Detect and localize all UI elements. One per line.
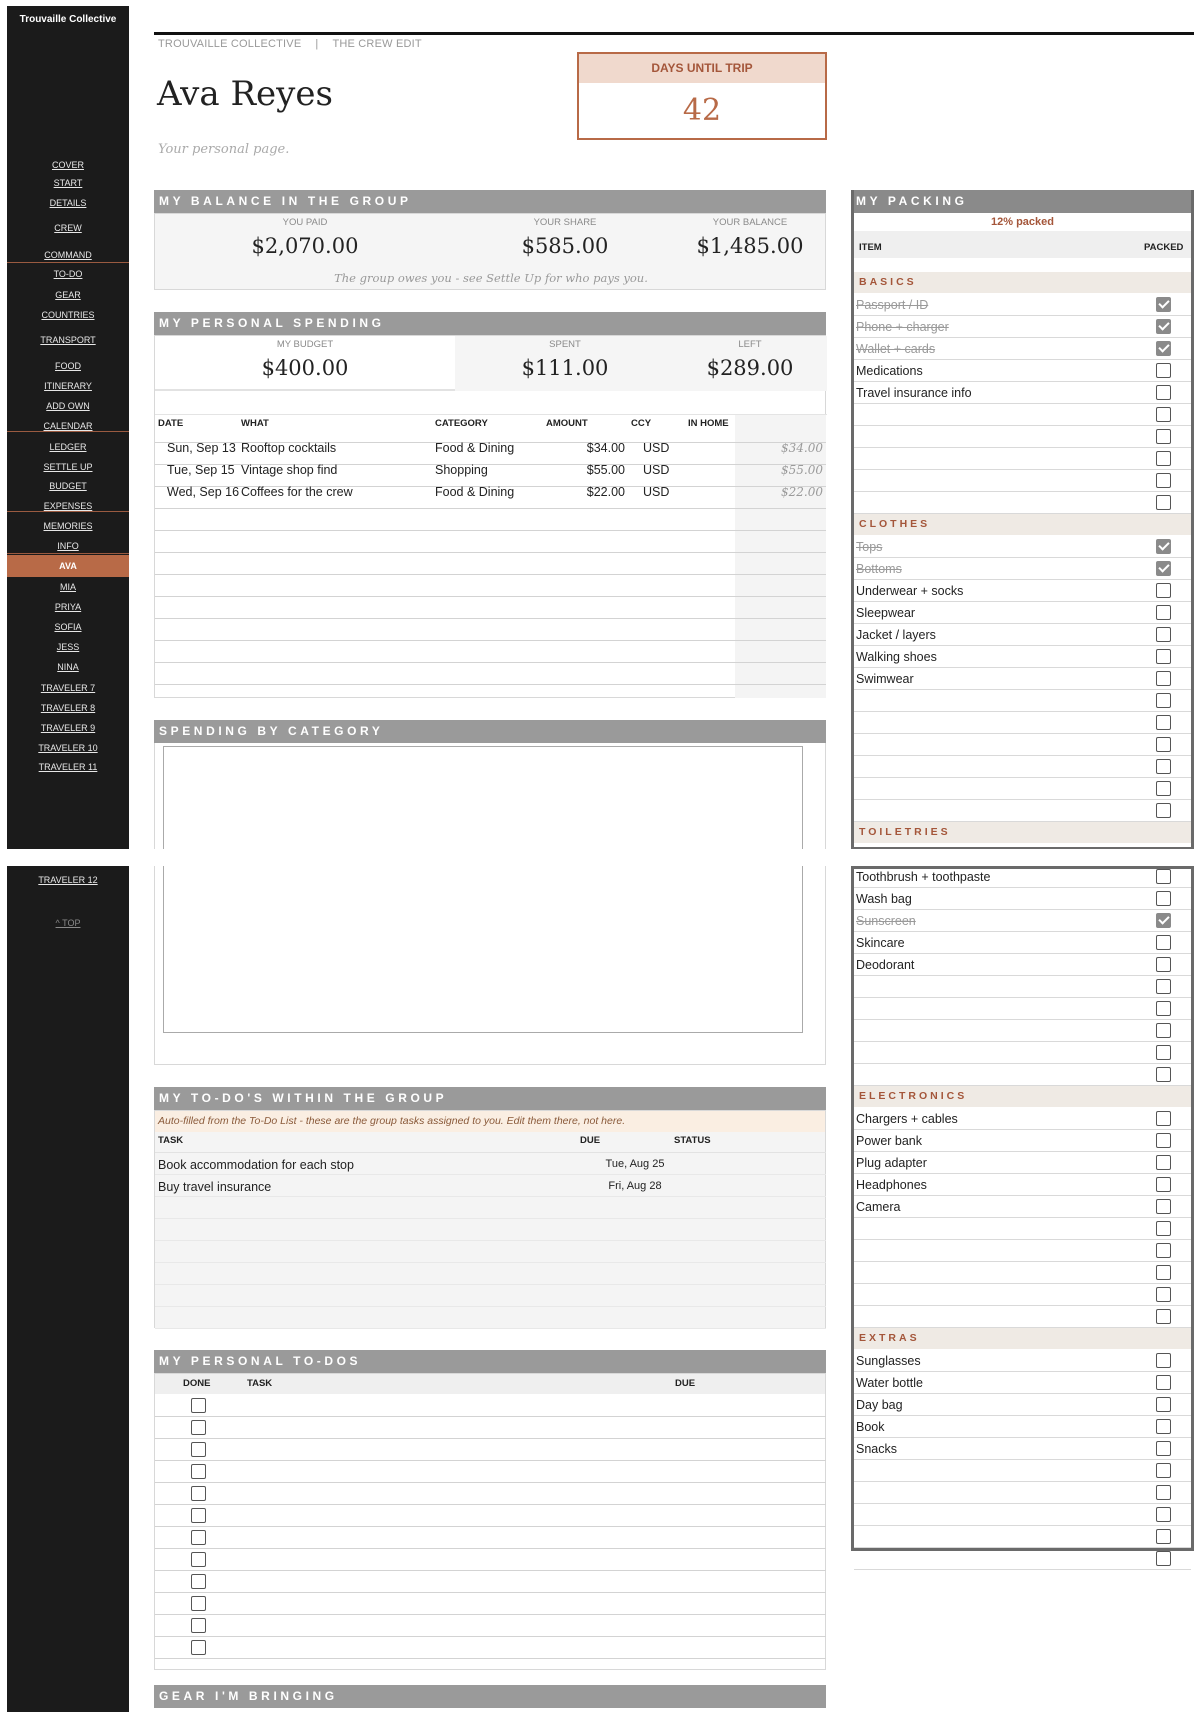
packing-item-label: Headphones [856,1178,927,1192]
sidebar-item-cover[interactable]: COVER [51,160,84,170]
table-row-divider [155,1152,826,1153]
packing-row-divider [854,1195,1191,1196]
col-packed: PACKED [1144,242,1184,253]
packed-checkbox[interactable] [1156,605,1171,620]
packed-checkbox[interactable] [1156,693,1171,708]
category-chart-frame [163,746,803,1033]
sidebar-group-divider [7,431,129,432]
breadcrumb-edition: THE CREW EDIT [332,38,422,50]
breadcrumb [158,38,422,50]
packing-row-divider [854,645,1191,646]
done-checkbox[interactable] [191,1464,206,1479]
packing-item-label: Deodorant [856,958,915,972]
packing-item-label: Snacks [856,1442,897,1456]
packing-item-label: Chargers + cables [856,1112,958,1126]
table-row-divider [155,1504,826,1505]
balance-section-header: MY BALANCE IN THE GROUP [154,190,826,213]
table-row-divider [155,1614,826,1615]
packed-checkbox[interactable] [1156,1441,1171,1456]
sidebar-item-crew[interactable]: CREW [54,223,82,233]
sidebar-item-settle-up[interactable]: SETTLE UP [43,462,93,472]
packed-checkbox[interactable] [1156,869,1171,884]
packing-item-label: Power bank [856,1134,923,1148]
personal-todos-section-header: MY PERSONAL TO-DOS [154,1350,826,1373]
packing-section-header: MY PACKING [851,190,1194,213]
todo-due: Fri, Aug 28 [608,1180,662,1192]
done-checkbox[interactable] [191,1420,206,1435]
sidebar-item-ava[interactable]: AVA [7,555,129,577]
packing-row-divider [854,1151,1191,1152]
packed-checkbox[interactable] [1156,781,1171,796]
table-row-divider [155,1240,826,1241]
expense-what: Coffees for the crew [241,485,353,499]
table-row-divider [155,1592,826,1593]
packing-row-divider [854,1239,1191,1240]
packed-checkbox[interactable] [1156,1023,1171,1038]
packed-checkbox[interactable] [1156,539,1171,554]
packing-item-label: Jacket / layers [856,628,936,642]
packing-item-label: Toothbrush + toothpaste [856,870,991,884]
table-row-divider [155,1526,826,1527]
sidebar-item-traveler-10[interactable]: TRAVELER 10 [38,743,98,753]
table-row-divider [155,1636,826,1637]
packing-item-label: Water bottle [856,1376,923,1390]
table-row-divider [155,1570,826,1571]
sidebar-item-priya[interactable]: PRIYA [54,602,82,612]
col-status: STATUS [674,1135,711,1146]
packed-checkbox[interactable] [1156,1397,1171,1412]
todo-task: Buy travel insurance [158,1180,272,1194]
packed-checkbox[interactable] [1156,1001,1171,1016]
days-until-trip-label: DAYS UNTIL TRIP [579,54,825,83]
packing-item-label: Travel insurance info [856,386,972,400]
done-checkbox[interactable] [191,1398,206,1413]
sidebar-group-divider [7,553,129,554]
packed-checkbox[interactable] [1156,583,1171,598]
header-rule [154,32,1194,35]
sidebar-item-nina[interactable]: NINA [57,662,79,672]
packed-checkbox[interactable] [1156,627,1171,642]
packing-row-divider [854,579,1191,580]
sidebar-item-back-to-top[interactable]: ^ TOP [55,918,81,928]
expense-date: Tue, Sep 15 [167,463,235,477]
packing-row-divider [854,755,1191,756]
sidebar-item-traveler-11[interactable]: TRAVELER 11 [38,762,98,772]
your-share-value: $585.00 [521,234,609,258]
packing-item-label: Phone + charger [856,320,949,334]
sidebar-group-divider [7,262,129,263]
packing-row-divider [854,623,1191,624]
packed-checkbox[interactable] [1156,1463,1171,1478]
packing-category-extras: EXTRAS [854,1328,1191,1349]
table-row-divider [155,596,826,597]
todo-task: Book accommodation for each stop [158,1158,354,1172]
packing-item-label: Day bag [856,1398,903,1412]
sidebar-item-command[interactable]: COMMAND [44,250,92,260]
sidebar-continued [7,866,129,1712]
packing-row-divider [854,403,1191,404]
packed-checkbox[interactable] [1156,1155,1171,1170]
sidebar-item-expenses[interactable]: EXPENSES [43,501,93,511]
col-task: TASK [158,1135,184,1146]
packed-checkbox[interactable] [1156,429,1171,444]
packed-checkbox[interactable] [1156,363,1171,378]
table-row-divider [155,574,826,575]
sidebar-item-traveler-12[interactable]: TRAVELER 12 [38,875,98,885]
packed-checkbox[interactable] [1156,1199,1171,1214]
packing-category-clothes: CLOTHES [854,514,1191,535]
packing-row-divider [854,601,1191,602]
spent-value: $111.00 [521,356,609,380]
packed-checkbox[interactable] [1156,715,1171,730]
table-row-divider [155,1658,826,1659]
sidebar-item-gear[interactable]: GEAR [55,290,81,300]
packed-checkbox[interactable] [1156,1485,1171,1500]
table-row-divider [155,1196,826,1197]
table-row-divider [155,1328,826,1329]
breadcrumb-separator: | [315,38,319,50]
personal-todos-panel [154,1373,826,1670]
table-row-divider [155,662,826,663]
packing-item-label: Bottoms [856,562,902,576]
expense-amount: $22.00 [586,485,625,499]
spent-label: SPENT [549,339,581,350]
packed-checkbox[interactable] [1156,803,1171,818]
sidebar-item-food[interactable]: FOOD [55,361,81,371]
packing-row-divider [854,1129,1191,1130]
packed-checkbox[interactable] [1156,1309,1171,1324]
table-row-divider [155,1548,826,1549]
sidebar-item-sofia[interactable]: SOFIA [54,622,82,632]
col-due: DUE [675,1378,696,1389]
packed-checkbox[interactable] [1156,1529,1171,1544]
packing-item-label: Walking shoes [856,650,937,664]
sidebar-item-transport[interactable]: TRANSPORT [40,335,96,345]
packing-item-label: Skincare [856,936,905,950]
done-checkbox[interactable] [191,1552,206,1567]
left-label: LEFT [738,339,762,350]
table-row-divider [155,640,826,641]
packed-checkbox[interactable] [1156,1353,1171,1368]
col-category: CATEGORY [435,418,488,429]
group-todos-note: Auto-filled from the To-Do List - these are the group tasks assigned to you. Edit them there, not here. [155,1111,825,1132]
packed-checkbox[interactable] [1156,1243,1171,1258]
packed-checkbox[interactable] [1156,649,1171,664]
sidebar-item-countries[interactable]: COUNTRIES [41,310,95,320]
table-row-divider [155,1416,826,1417]
packing-row-divider [854,1041,1191,1042]
your-balance-value: $1,485.00 [696,234,804,258]
packing-row-divider [854,1063,1191,1064]
packing-row-divider [854,953,1191,954]
packing-row-divider [854,1459,1191,1460]
table-row-divider [155,508,826,509]
packing-item-label: Swimwear [856,672,914,686]
packing-row-divider [854,733,1191,734]
packed-checkbox[interactable] [1156,671,1171,686]
header-divider [155,414,827,415]
packing-row-divider [854,359,1191,360]
you-paid-value: $2,070.00 [251,234,359,258]
packing-row-divider [854,1437,1191,1438]
done-checkbox[interactable] [191,1508,206,1523]
packed-checkbox[interactable] [1156,473,1171,488]
packing-item-label: Sleepwear [856,606,916,620]
packed-checkbox[interactable] [1156,1419,1171,1434]
packed-checkbox[interactable] [1156,1045,1171,1060]
table-row-divider [155,684,826,685]
expense-category: Food & Dining [435,485,515,499]
page-subtitle: Your personal page. [158,142,290,157]
packing-row-divider [854,469,1191,470]
expense-date: Sun, Sep 13 [167,441,236,455]
packing-row-divider [854,491,1191,492]
sidebar-item-jess[interactable]: JESS [56,642,80,652]
packed-checkbox[interactable] [1156,935,1171,950]
sidebar-item-to-do[interactable]: TO-DO [53,269,83,279]
packing-row-divider [854,997,1191,998]
done-checkbox[interactable] [191,1486,206,1501]
col-item: ITEM [859,242,882,253]
sidebar-item-add-own[interactable]: ADD OWN [46,401,90,411]
packing-item-label: Wallet + cards [856,342,936,356]
col-in-home: IN HOME [688,418,729,429]
packing-row-divider [854,1393,1191,1394]
packing-row-divider [854,1525,1191,1526]
packed-checkbox[interactable] [1156,1265,1171,1280]
expense-in-home: $55.00 [781,463,823,477]
packed-checkbox[interactable] [1156,1221,1171,1236]
sidebar-item-traveler-7[interactable]: TRAVELER 7 [40,683,96,693]
packed-checkbox[interactable] [1156,1133,1171,1148]
packed-checkbox[interactable] [1156,1111,1171,1126]
table-row-divider [155,1218,826,1219]
packing-row-divider [854,447,1191,448]
balance-note: The group owes you - see Settle Up for who pays you. [334,271,648,285]
table-row-divider [155,1438,826,1439]
col-task: TASK [247,1378,273,1389]
spending-section-header: MY PERSONAL SPENDING [154,312,826,335]
group-todos-section-header: MY TO-DO'S WITHIN THE GROUP [154,1087,826,1110]
table-row-divider [155,552,826,553]
expense-amount: $55.00 [586,463,625,477]
packing-row-divider [854,777,1191,778]
packing-row-divider [854,931,1191,932]
sidebar-item-budget[interactable]: BUDGET [49,481,87,491]
breadcrumb-brand: TROUVAILLE COLLECTIVE [158,38,302,50]
packing-item-label: Sunscreen [856,914,916,928]
todo-due: Tue, Aug 25 [605,1158,665,1170]
packing-item-label: Passport / ID [856,298,929,312]
in-home-column-shade [735,414,826,698]
sidebar-item-start[interactable]: START [53,178,83,188]
sidebar-group-divider [7,511,129,512]
packing-item-label: Tops [856,540,883,554]
packing-row-divider [854,1283,1191,1284]
packed-checkbox[interactable] [1156,407,1171,422]
sidebar-item-ledger[interactable]: LEDGER [49,442,87,452]
expense-in-home: $22.00 [781,485,823,499]
packing-category-basics: BASICS [854,272,1191,293]
table-row-divider [155,1284,826,1285]
packing-row-divider [854,689,1191,690]
col-ccy: CCY [631,418,652,429]
left-value: $289.00 [706,356,794,380]
your-share-label: YOUR SHARE [533,217,597,228]
page-break [0,849,1200,866]
packing-row-divider [854,799,1191,800]
packing-row-divider [854,1415,1191,1416]
packed-checkbox[interactable] [1156,1287,1171,1302]
table-row-divider [155,1306,826,1307]
packing-row-divider [854,1261,1191,1262]
done-checkbox[interactable] [191,1596,206,1611]
expense-amount: $34.00 [586,441,625,455]
sidebar-item-mia[interactable]: MIA [59,582,76,592]
packing-row-divider [854,1019,1191,1020]
packing-item-label: Sunglasses [856,1354,921,1368]
expense-category: Shopping [435,463,488,477]
packed-checkbox[interactable] [1156,1507,1171,1522]
packed-checkbox[interactable] [1156,737,1171,752]
packed-checkbox[interactable] [1156,1067,1171,1082]
packing-item-label: Wash bag [856,892,912,906]
packing-item-label: Camera [856,1200,901,1214]
days-until-trip-card [577,52,827,140]
expense-category: Food & Dining [435,441,515,455]
expense-what: Vintage shop find [241,463,338,477]
packed-checkbox[interactable] [1156,979,1171,994]
balance-panel [154,213,826,290]
spending-panel [154,335,826,698]
packed-checkbox[interactable] [1156,561,1171,576]
your-balance-label: YOUR BALANCE [712,217,788,228]
my-budget-value: $400.00 [261,356,349,380]
packing-row-divider [854,909,1191,910]
packing-item-label: Underwear + socks [856,584,964,598]
sidebar-item-details[interactable]: DETAILS [49,198,87,208]
packing-row-divider [854,381,1191,382]
packing-header-row [854,231,1191,258]
expense-date: Wed, Sep 16 [167,485,240,499]
packing-row-divider [854,1173,1191,1174]
expense-in-home: $34.00 [781,441,823,455]
category-panel [154,743,826,1065]
my-budget-label: MY BUDGET [276,339,334,350]
sidebar-item-itinerary[interactable]: ITINERARY [44,381,92,391]
packed-checkbox[interactable] [1156,759,1171,774]
packing-row-divider [854,337,1191,338]
col-amount: AMOUNT [546,418,588,429]
packing-row-divider [854,1371,1191,1372]
expense-what: Rooftop cocktails [241,441,337,455]
done-checkbox[interactable] [191,1640,206,1655]
packing-category-toiletries: TOILETRIES [854,822,1191,843]
packed-checkbox[interactable] [1156,1177,1171,1192]
packed-checkbox[interactable] [1156,319,1171,334]
packed-checkbox[interactable] [1156,341,1171,356]
packing-item-label: Book [856,1420,885,1434]
expense-ccy: USD [643,463,670,477]
table-row-divider [155,530,826,531]
sidebar-item-calendar[interactable]: CALENDAR [43,421,93,431]
table-row-divider [155,1460,826,1461]
done-checkbox[interactable] [191,1442,206,1457]
packing-row-divider [854,1569,1191,1570]
packing-row-divider [854,1503,1191,1504]
packed-checkbox[interactable] [1156,957,1171,972]
col-date: DATE [158,418,184,429]
done-checkbox[interactable] [191,1530,206,1545]
done-checkbox[interactable] [191,1574,206,1589]
packing-row-divider [854,1217,1191,1218]
col-done: DONE [183,1378,211,1389]
sidebar [7,6,129,849]
page-title: Ava Reyes [157,74,333,114]
expense-ccy: USD [643,441,670,455]
table-row-divider [155,1262,826,1263]
packed-checkbox[interactable] [1156,451,1171,466]
packing-row-divider [854,315,1191,316]
packing-row-divider [854,975,1191,976]
sidebar-item-memories[interactable]: MEMORIES [43,521,93,531]
packing-row-divider [854,667,1191,668]
packed-checkbox[interactable] [1156,385,1171,400]
packing-row-divider [854,711,1191,712]
packing-category-electronics: ELECTRONICS [854,1086,1191,1107]
sidebar-item-traveler-9[interactable]: TRAVELER 9 [40,723,96,733]
packing-item-label: Medications [856,364,923,378]
you-paid-label: YOU PAID [282,217,328,228]
packed-checkbox[interactable] [1156,495,1171,510]
table-row-divider [155,618,826,619]
packed-checkbox[interactable] [1156,297,1171,312]
packing-row-divider [854,557,1191,558]
packing-row-divider [854,1481,1191,1482]
packing-progress: 12% packed [991,216,1054,228]
done-checkbox[interactable] [191,1618,206,1633]
sidebar-brand: Trouvaille Collective [19,14,117,25]
packing-item-label: Plug adapter [856,1156,927,1170]
packed-checkbox[interactable] [1156,1375,1171,1390]
category-section-header: SPENDING BY CATEGORY [154,720,826,743]
gear-section-header: GEAR I'M BRINGING [154,1685,826,1708]
table-row-divider [155,1482,826,1483]
col-due: DUE [580,1135,601,1146]
expense-ccy: USD [643,485,670,499]
packed-checkbox[interactable] [1156,1551,1171,1566]
col-what: WHAT [241,418,269,429]
packing-row-divider [854,887,1191,888]
budget-underline [155,389,455,391]
packing-row-divider [854,1547,1191,1548]
packed-checkbox[interactable] [1156,891,1171,906]
sidebar-item-traveler-8[interactable]: TRAVELER 8 [40,703,96,713]
sidebar-item-info[interactable]: INFO [57,541,79,551]
group-todos-panel [154,1110,826,1328]
table-row-divider [155,1174,826,1175]
packed-checkbox[interactable] [1156,913,1171,928]
packing-row-divider [854,1305,1191,1306]
days-until-trip-value: 42 [682,93,722,128]
packing-row-divider [854,425,1191,426]
